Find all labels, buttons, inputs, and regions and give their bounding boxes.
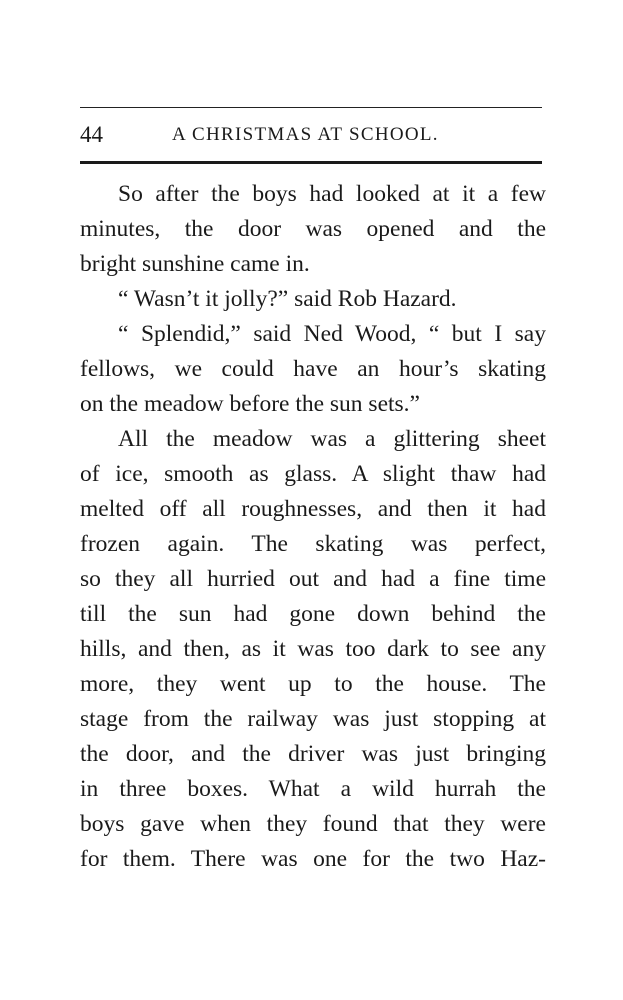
text-line: boys gave when they found that they were [80, 811, 546, 837]
running-title: A CHRISTMAS AT SCHOOL. [172, 124, 439, 145]
text-line: in three boxes. What a wild hurrah the [80, 776, 546, 802]
text-line: so they all hurried out and had a fine time [80, 566, 546, 592]
text-line: fellows, we could have an hour’s skating [80, 356, 546, 382]
text-line: All the meadow was a glittering sheet [118, 426, 546, 452]
text-line: stage from the railway was just stopping at [80, 706, 546, 732]
body-text [80, 177, 546, 877]
text-line: minutes, the door was opened and the [80, 216, 546, 242]
text-line: the door, and the driver was just bringing [80, 741, 546, 767]
text-line: on the meadow before the sun sets.” [80, 391, 420, 417]
header-rule-top [80, 107, 542, 108]
text-line: hills, and then, as it was too dark to see any [80, 636, 546, 662]
text-line: So after the boys had looked at it a few [118, 181, 546, 207]
text-line: till the sun had gone down behind the [80, 601, 546, 627]
text-line: of ice, smooth as glass. A slight thaw had [80, 461, 546, 487]
text-line: “ Splendid,” said Ned Wood, “ but I say [118, 321, 546, 347]
text-line: melted off all roughnesses, and then it had [80, 496, 546, 522]
text-line: frozen again. The skating was perfect, [80, 531, 546, 557]
running-head [80, 120, 542, 150]
page-number: 44 [80, 122, 103, 147]
text-line: more, they went up to the house. The [80, 671, 546, 697]
text-line: bright sunshine came in. [80, 251, 310, 277]
text-line: for them. There was one for the two Haz- [80, 846, 546, 872]
header-rule-bottom [80, 161, 542, 164]
text-line: “ Wasn’t it jolly?” said Rob Hazard. [118, 286, 457, 312]
